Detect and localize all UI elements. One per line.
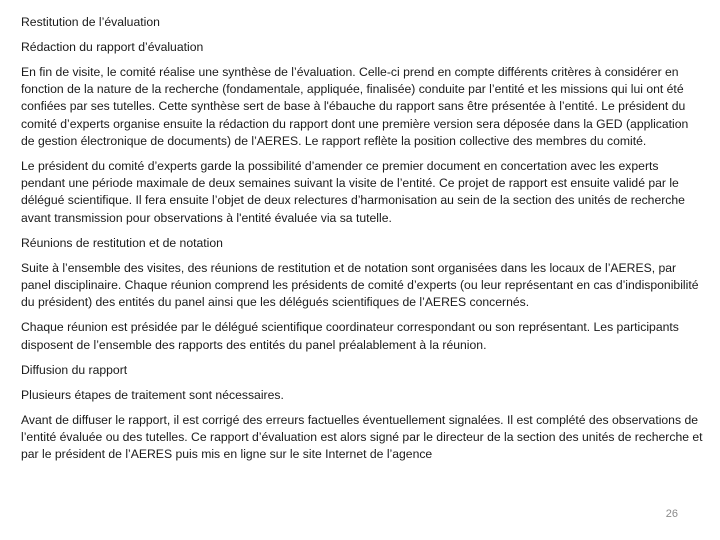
section-heading-diffusion: Diffusion du rapport xyxy=(21,362,128,377)
paragraph-diffusion: Avant de diffuser le rapport, il est corrigé des erreurs factuelles éventuellement signalées. Il est complété des observations de l’entité évaluée ou des tutelles. Ce rapport d’évaluation est alors signé par le directeur de la section des unités de recherche et par le président de l’AERES puis mis en ligne sur le site Internet de l’agence xyxy=(21,413,703,462)
paragraph-synthese: En fin de visite, le comité réalise une synthèse de l’évaluation. Celle-ci prend en compte différents critères à considérer en fonction de la nature de la recherche (fondamentale, appliquée, finalisée) conduite par l’entité et les missions qui lui ont été confiées par ses tutelles. Cette synthèse sert de base à l'ébauche du rapport sans être présentée à l’entité. Le président du comité d’experts organise ensuite la rédaction du rapport dont une première version sera déposée dans la GED (application de gestion électronique de documents) de l’AERES. Le rapport reflète la position collective des membres du comité. xyxy=(21,65,689,148)
paragraph-amendement: Le président du comité d’experts garde la possibilité d’amender ce premier document en concertation avec les experts pendant une période maximale de deux semaines suivant la visite de l’entité. Ce projet de rapport est ensuite validé par le délégué scientifique. Il fera ensuite l’objet de deux relectures d’harmonisation au sein de la section des unités de recherche avant transmission pour observations à l'entité évaluée via sa tutelle. xyxy=(21,159,685,225)
document-body xyxy=(21,14,705,472)
paragraph-etapes: Plusieurs étapes de traitement sont nécessaires. xyxy=(21,387,284,402)
paragraph-presidence: Chaque réunion est présidée par le délégué scientifique coordinateur correspondant ou son représentant. Les participants disposent de l’ensemble des rapports des entités du panel préalablement à la réunion. xyxy=(21,320,679,352)
section-heading-redaction: Rédaction du rapport d’évaluation xyxy=(21,40,204,54)
page-number: 26 xyxy=(665,508,678,520)
section-heading-reunions: Réunions de restitution et de notation xyxy=(21,235,223,250)
paragraph-reunions: Suite à l’ensemble des visites, des réunions de restitution et de notation sont organisées dans les locaux de l’AERES, par panel disciplinaire. Chaque réunion comprend les présidents de comité d’experts (ou leur représentant en cas d’indisponibilité du président) des entités du panel ainsi que les délégués scientifiques de l’AERES concernés. xyxy=(21,260,699,310)
section-heading-restitution: Restitution de l’évaluation xyxy=(21,15,160,29)
